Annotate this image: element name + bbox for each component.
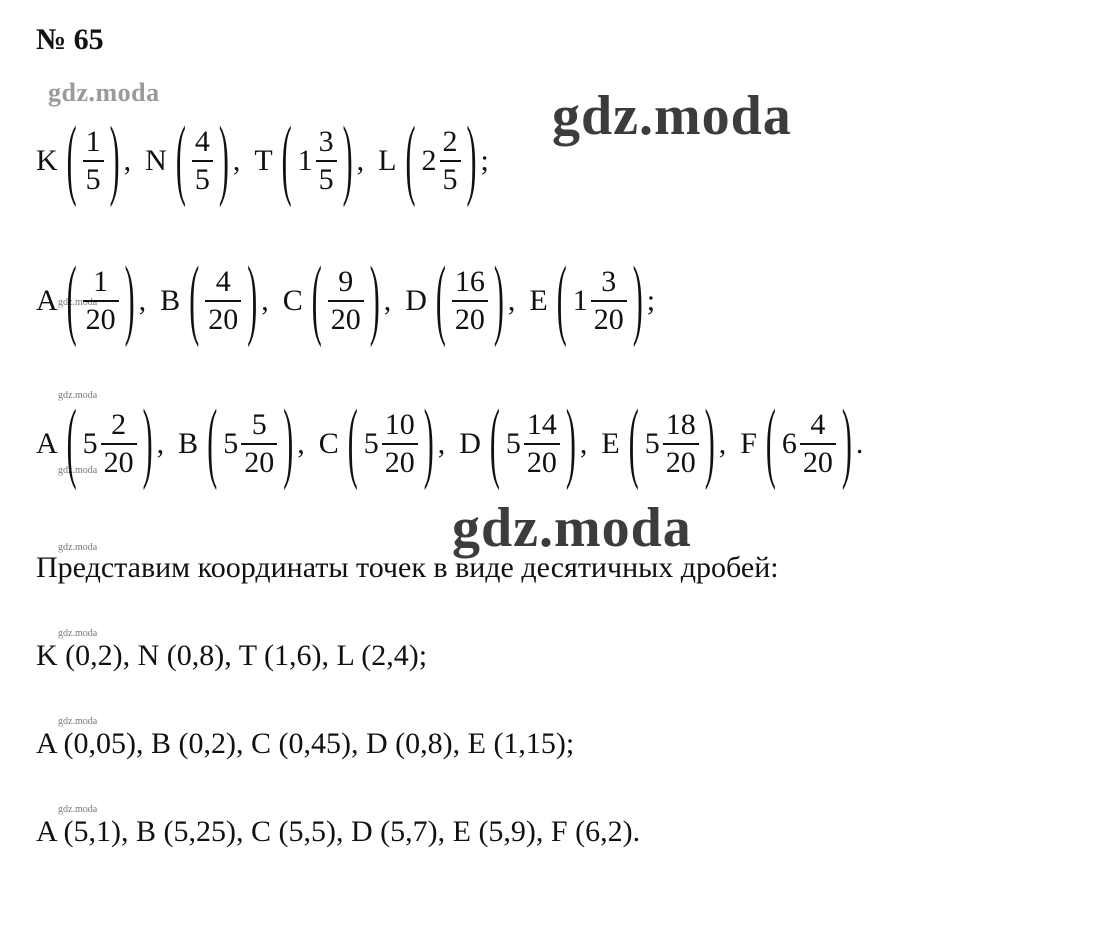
row-terminator: ; [646,284,656,317]
comma-separator: , [356,144,365,177]
denominator: 20 [524,443,560,478]
denominator: 20 [205,300,241,335]
comma-separator: , [383,284,392,317]
whole-part: 5 [505,427,521,460]
comma-separator: , [232,144,241,177]
point-label: D [405,284,427,317]
fraction [192,127,213,195]
open-paren: ( [489,393,500,492]
close-paren: ) [369,250,380,349]
close-paren: ) [218,110,229,209]
coordinate-value [205,267,241,335]
whole-part: 6 [781,427,797,460]
comma-separator: , [718,427,727,460]
denominator: 20 [101,443,137,478]
numerator: 18 [665,408,696,441]
numerator: 4 [215,265,231,298]
numerator: 5 [251,408,267,441]
close-paren: ) [423,393,434,492]
coordinate-value [328,267,364,335]
comma-separator: , [437,427,446,460]
decimal-line-1: K (0,2), N (0,8), T (1,6), L (2,4); [36,639,428,672]
coordinate-value [298,127,337,195]
close-paren: ) [841,393,852,492]
denominator: 20 [663,443,699,478]
denominator: 20 [382,443,418,478]
point-label: E [529,284,548,317]
watermark-tiny: gdz.moda [58,465,98,476]
fraction [382,410,418,478]
numerator: 2 [442,125,458,158]
comma-separator: , [138,284,147,317]
whole-part: 5 [82,427,98,460]
open-paren: ( [556,250,567,349]
comma-separator: , [507,284,516,317]
decimal-line-3: A (5,1), B (5,25), C (5,5), D (5,7), E (5,9), F (6,2). [36,815,641,848]
numerator: 3 [601,265,617,298]
point-label: N [145,144,167,177]
open-paren: ( [66,110,77,209]
point-coordinate [178,393,305,492]
coordinate-value [573,267,627,335]
open-paren: ( [66,250,77,349]
open-paren: ( [628,393,639,492]
comma-separator: , [579,427,588,460]
coordinate-value [645,410,699,478]
point-coordinate [529,250,656,349]
open-paren: ( [435,250,446,349]
comma-separator: , [297,427,305,460]
point-coordinate [36,250,147,349]
denominator: 5 [316,160,337,195]
fraction [452,267,488,335]
point-label: C [282,284,303,317]
open-paren: ( [311,250,322,349]
denominator: 5 [192,160,213,195]
close-paren: ) [565,393,576,492]
point-coordinate [254,110,365,209]
whole-part: 5 [363,427,379,460]
point-coordinate [459,393,588,492]
denominator: 20 [241,443,277,478]
watermark-tiny: gdz.moda [58,542,98,553]
close-paren: ) [632,250,643,349]
point-label: K [36,144,58,177]
fraction [83,127,104,195]
close-paren: ) [704,393,715,492]
point-label: F [740,427,757,460]
coordinate-value [192,127,213,195]
numerator: 3 [318,125,334,158]
coordinate-value [364,410,418,478]
point-label: A [36,427,58,460]
open-paren: ( [765,393,776,492]
watermark-small: gdz.moda [48,78,160,107]
close-paren: ) [142,393,153,492]
denominator: 20 [800,443,836,478]
denominator: 5 [83,160,104,195]
denominator: 20 [591,300,627,335]
numerator: 2 [111,408,127,441]
close-paren: ) [283,393,294,492]
open-paren: ( [189,250,200,349]
fraction-row-twentieths [36,246,655,356]
whole-part: 1 [572,284,588,317]
coordinate-value [452,267,488,335]
comma-separator: , [156,427,165,460]
fraction [524,410,560,478]
fraction [440,127,461,195]
coordinate-value [83,410,137,478]
denominator: 20 [452,300,488,335]
fraction [800,410,836,478]
coordinate-value [223,410,277,478]
watermark-tiny: gdz.moda [58,297,98,308]
point-label: D [459,427,481,460]
watermark-big-middle: gdz.moda [452,497,692,559]
point-label: L [378,144,397,177]
denominator: 20 [83,300,119,335]
decimal-intro: Представим координаты точек в виде десятичных дробей: [36,551,779,584]
point-coordinate [160,250,269,349]
coordinate-value [782,410,836,478]
coordinate-value [83,127,104,195]
point-coordinate [145,110,241,209]
point-coordinate [282,250,392,349]
watermark-tiny: gdz.moda [58,804,98,815]
fraction [241,410,277,478]
point-label: T [254,144,273,177]
numerator: 10 [384,408,415,441]
comma-separator: , [123,144,132,177]
fraction [591,267,627,335]
point-label: B [178,427,199,460]
watermark-big-top: gdz.moda [552,85,792,147]
point-label: B [160,284,181,317]
denominator: 5 [440,160,461,195]
close-paren: ) [124,250,135,349]
open-paren: ( [405,110,416,209]
fraction [205,267,241,335]
numerator: 14 [526,408,557,441]
fraction [316,127,337,195]
fraction [83,267,119,335]
decimal-line-2: A (0,05), B (0,2), C (0,45), D (0,8), E (1,15); [36,727,575,760]
watermark-tiny: gdz.moda [58,390,98,401]
close-paren: ) [493,250,504,349]
close-paren: ) [466,110,477,209]
point-coordinate [318,393,446,492]
point-label: E [601,427,620,460]
row-terminator: ; [480,144,489,177]
watermark-tiny: gdz.moda [58,716,98,727]
numerator: 4 [194,125,210,158]
row-terminator: . [855,427,864,460]
point-coordinate [740,393,864,492]
numerator: 16 [454,265,485,298]
open-paren: ( [66,393,77,492]
close-paren: ) [247,250,258,349]
numerator: 9 [338,265,354,298]
open-paren: ( [207,393,218,492]
point-coordinate [601,393,727,492]
numerator: 4 [810,408,826,441]
point-label: C [318,427,339,460]
coordinate-value [83,267,119,335]
coordinate-value [422,127,461,195]
fraction [101,410,137,478]
fraction-row-mixed-twentieths [36,389,863,499]
point-coordinate [36,110,132,209]
open-paren: ( [175,110,186,209]
point-coordinate [378,110,489,209]
comma-separator: , [261,284,269,317]
whole-part: 2 [421,144,437,177]
coordinate-value [506,410,560,478]
whole-part: 1 [297,144,313,177]
open-paren: ( [281,110,292,209]
denominator: 20 [328,300,364,335]
numerator: 1 [85,125,101,158]
numerator: 1 [93,265,109,298]
whole-part: 5 [223,427,239,460]
problem-number: № 65 [36,23,104,56]
fraction [328,267,364,335]
point-coordinate [405,250,516,349]
watermark-tiny: gdz.moda [58,628,98,639]
point-label: A [36,284,58,317]
fraction [663,410,699,478]
close-paren: ) [342,110,353,209]
close-paren: ) [109,110,120,209]
whole-part: 5 [644,427,660,460]
open-paren: ( [347,393,358,492]
fraction-row-fifths [36,106,489,216]
